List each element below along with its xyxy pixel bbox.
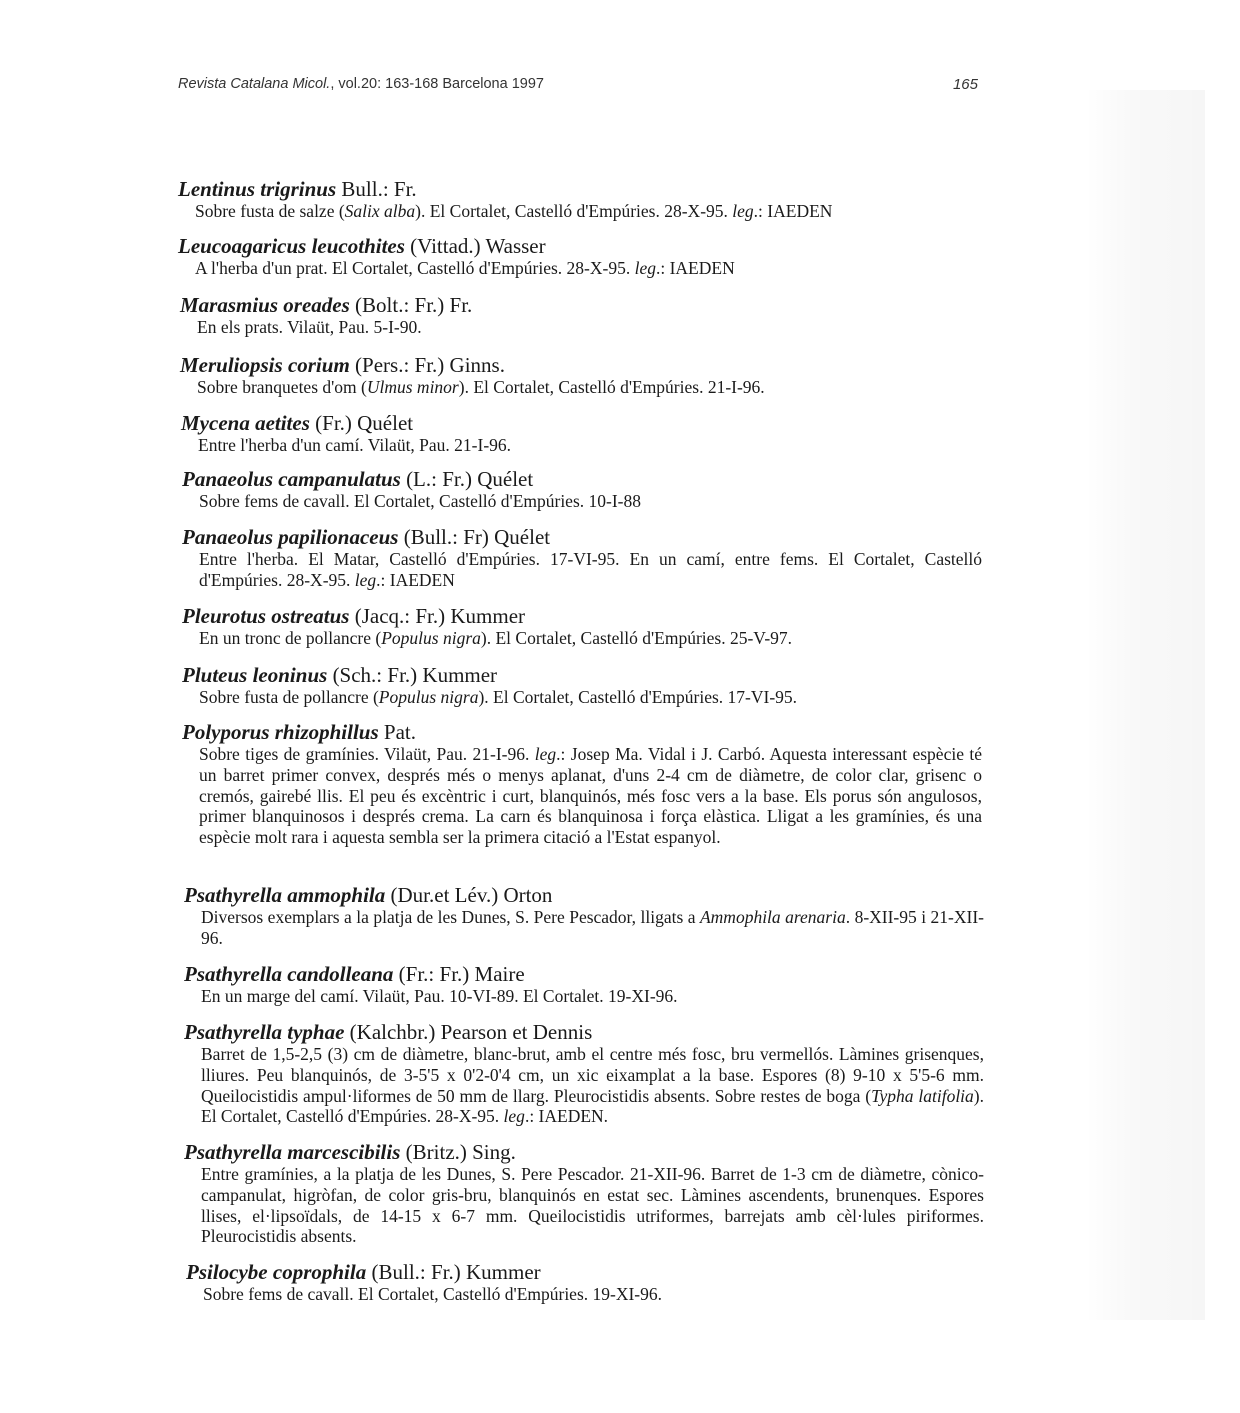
species-heading (184, 1141, 984, 1164)
taxon-name: Mycena aetites (181, 411, 310, 435)
species-heading (182, 605, 942, 628)
taxon-name: Lentinus trigrinus (178, 177, 337, 201)
italic-run: leg (534, 744, 557, 764)
taxon-name: Polyporus rhizophillus (182, 720, 379, 744)
taxon-author: (Jacq.: Fr.) Kummer (349, 604, 526, 628)
text-run: Entre gramínies, a la platja de les Dunes, S. Pere Pescador. 21-XII-96. Barret de 1-3 cm de diàmetre, cònico-campanulat, higròfan, de color gris-bru, blanquinós en estat sec. Làmines ascendents, brunenques. Espores llises, el·lipsoïdals, de 14-15 x 6-7 mm. Queilocistidis utriformes, barrejats amb cèl·lules piriformes. Pleurocistidis absents. (201, 1164, 984, 1247)
species-description (199, 687, 942, 708)
species-description (203, 1284, 946, 1305)
species-entry (184, 1141, 984, 1247)
species-description (201, 1044, 984, 1127)
taxon-author: (Dur.et Lév.) Orton (385, 883, 553, 907)
species-description (198, 435, 941, 456)
taxon-name: Pleurotus ostreatus (182, 604, 350, 628)
species-heading (182, 526, 982, 549)
taxon-author: (Sch.: Fr.) Kummer (327, 663, 498, 687)
taxon-author: (Bolt.: Fr.) Fr. (349, 293, 473, 317)
species-heading (180, 354, 940, 377)
species-entry (182, 721, 982, 848)
species-heading (184, 963, 944, 986)
species-entry (184, 884, 984, 949)
text-run: En un tronc de pollancre ( (199, 628, 382, 648)
species-description (201, 907, 984, 949)
species-heading (182, 721, 982, 744)
species-heading (184, 884, 984, 907)
taxon-name: Psathyrella candolleana (184, 962, 394, 986)
text-run: .: IAEDEN (655, 258, 735, 278)
text-run: ). El Cortalet, Castelló d'Empúries. 21-I-96. (458, 377, 765, 397)
text-run: Entre l'herba. El Matar, Castelló d'Empúries. 17-VI-95. En un camí, entre fems. El Cortalet, Castelló d'Empúries. 28-X-95. (199, 549, 982, 590)
taxon-name: Psathyrella marcescibilis (184, 1140, 401, 1164)
taxon-author: (Britz.) Sing. (400, 1140, 516, 1164)
text-run: .: IAEDEN (376, 569, 455, 590)
taxon-name: Leucoagaricus leucothites (178, 234, 405, 258)
species-entry (181, 412, 941, 456)
taxon-author: (Vittad.) Wasser (404, 234, 546, 258)
text-run: . 8-XII-95 i 21-XII-96. (201, 907, 984, 948)
species-entry (184, 963, 944, 1007)
text-run: Sobre tiges de gramínies. Vilaüt, Pau. 21-I-96. (199, 744, 535, 764)
species-heading (184, 1021, 984, 1044)
species-heading (186, 1261, 946, 1284)
taxon-author: (Bull.: Fr) Quélet (398, 525, 551, 549)
species-entry (182, 664, 942, 708)
taxon-name: Meruliopsis corium (180, 353, 350, 377)
journal-name: Revista Catalana Micol. (178, 76, 331, 92)
text-run: ). El Cortalet, Castelló d'Empúries. 17-VI-95. (478, 687, 798, 707)
species-description (199, 491, 942, 512)
italic-run: leg (732, 201, 754, 221)
page-number: 165 (952, 76, 978, 93)
text-run: Sobre branquetes d'om ( (197, 377, 367, 397)
text-run: .: IAEDEN (753, 201, 833, 221)
taxon-author: Pat. (378, 720, 416, 744)
species-entry (182, 468, 942, 512)
italic-run: Typha latifolia (871, 1085, 974, 1106)
species-entry (180, 354, 940, 398)
taxon-author: (Bull.: Fr.) Kummer (366, 1260, 541, 1284)
journal-details: , vol.20: 163-168 Barcelona 1997 (330, 76, 544, 92)
species-heading (180, 294, 940, 317)
species-entry (186, 1261, 946, 1305)
text-run: ). El Cortalet, Castelló d'Empúries. 25-V-97. (480, 628, 793, 648)
species-description (197, 317, 940, 338)
text-run: En els prats. Vilaüt, Pau. 5-I-90. (197, 317, 422, 337)
species-heading (178, 178, 938, 201)
species-description (201, 1164, 984, 1247)
italic-run: Populus nigra (381, 628, 481, 648)
species-description (197, 377, 940, 398)
species-entry (178, 235, 938, 279)
species-entry (180, 294, 940, 338)
running-header (178, 76, 978, 98)
text-run: .: IAEDEN. (524, 1106, 609, 1127)
species-entry (182, 605, 942, 649)
taxon-author: (Kalchbr.) Pearson et Dennis (344, 1020, 593, 1044)
italic-run: Salix alba (344, 201, 416, 221)
taxon-name: Panaeolus campanulatus (182, 467, 401, 491)
species-entry (178, 178, 938, 222)
text-run: ). El Cortalet, Castelló d'Empúries. 28-X-95. (201, 1085, 984, 1127)
taxon-name: Psathyrella ammophila (184, 883, 386, 907)
species-description (199, 744, 982, 848)
species-description (195, 258, 938, 279)
text-run: Entre l'herba d'un camí. Vilaüt, Pau. 21-I-96. (198, 435, 512, 455)
text-run: Sobre fusta de pollancre ( (199, 687, 379, 707)
italic-run: Populus nigra (378, 687, 479, 707)
text-run: Sobre fems de cavall. El Cortalet, Castelló d'Empúries. 10-I-88 (199, 491, 641, 511)
species-description (201, 986, 944, 1007)
species-entry (182, 526, 982, 591)
italic-run: leg (634, 258, 656, 278)
italic-run: leg (354, 569, 377, 590)
text-run: Sobre fusta de salze ( (195, 201, 345, 221)
text-run: ). El Cortalet, Castelló d'Empúries. 28-X-95. (415, 201, 733, 221)
taxon-author: (Fr.: Fr.) Maire (393, 962, 525, 986)
species-heading (181, 412, 941, 435)
text-run: .: Josep Ma. Vidal i J. Carbó. Aquesta interessant espècie té un barret primer convex, després més o menys aplanat, d'uns 2-4 cm de diàmetre, de color clar, grisenc o cremós, gairebé llis. El peu és excèntric i curt, blanquinós, més fosc vers a la base. Els porus són angulosos, primer blanquinosos i després crema. La carn és blanquinosa i força elàstica. Lligat a les gramínies, és una espècie molt rara i aquesta sembla ser la primera citació a l'Estat espanyol. (199, 744, 982, 848)
species-heading (178, 235, 938, 258)
italic-run: Ulmus minor (366, 377, 459, 397)
species-heading (182, 468, 942, 491)
taxon-author: (Fr.) Quélet (309, 411, 414, 435)
text-run: Diversos exemplars a la platja de les Dunes, S. Pere Pescador, lligats a (201, 907, 700, 927)
italic-run: leg (503, 1106, 525, 1127)
text-run: Barret de 1,5-2,5 (3) cm de diàmetre, blanc-brut, amb el centre més fosc, bru vermellós. Làmines grisenques, lliures. Peu blanquinós, de 3-5'5 x 0'2-0'4 cm, un xic eixamplat a la base. Espores (8) 9-10 x 5'5-6 mm. Queilocistidis ampul·liformes de 50 mm de llarg. Pleurocistidis absents. Sobre restes de boga ( (201, 1044, 984, 1106)
taxon-name: Panaeolus papilionaceus (182, 525, 399, 549)
page-shadow (1085, 90, 1205, 1320)
italic-run: Ammophila arenaria (699, 907, 846, 927)
taxon-author: (L.: Fr.) Quélet (400, 467, 534, 491)
taxon-author: (Pers.: Fr.) Ginns. (349, 353, 505, 377)
taxon-name: Psathyrella typhae (184, 1020, 345, 1044)
species-description (199, 628, 942, 649)
text-run: Sobre fems de cavall. El Cortalet, Castelló d'Empúries. 19-XI-96. (203, 1284, 663, 1304)
species-entry (184, 1021, 984, 1127)
text-run: A l'herba d'un prat. El Cortalet, Castelló d'Empúries. 28-X-95. (195, 258, 635, 278)
taxon-name: Marasmius oreades (180, 293, 350, 317)
species-description (195, 201, 938, 222)
species-description (199, 549, 982, 591)
text-run: En un marge del camí. Vilaüt, Pau. 10-VI-89. El Cortalet. 19-XI-96. (201, 986, 678, 1006)
taxon-name: Pluteus leoninus (182, 663, 328, 687)
taxon-author: Bull.: Fr. (336, 177, 417, 201)
taxon-name: Psilocybe coprophila (186, 1260, 367, 1284)
species-heading (182, 664, 942, 687)
